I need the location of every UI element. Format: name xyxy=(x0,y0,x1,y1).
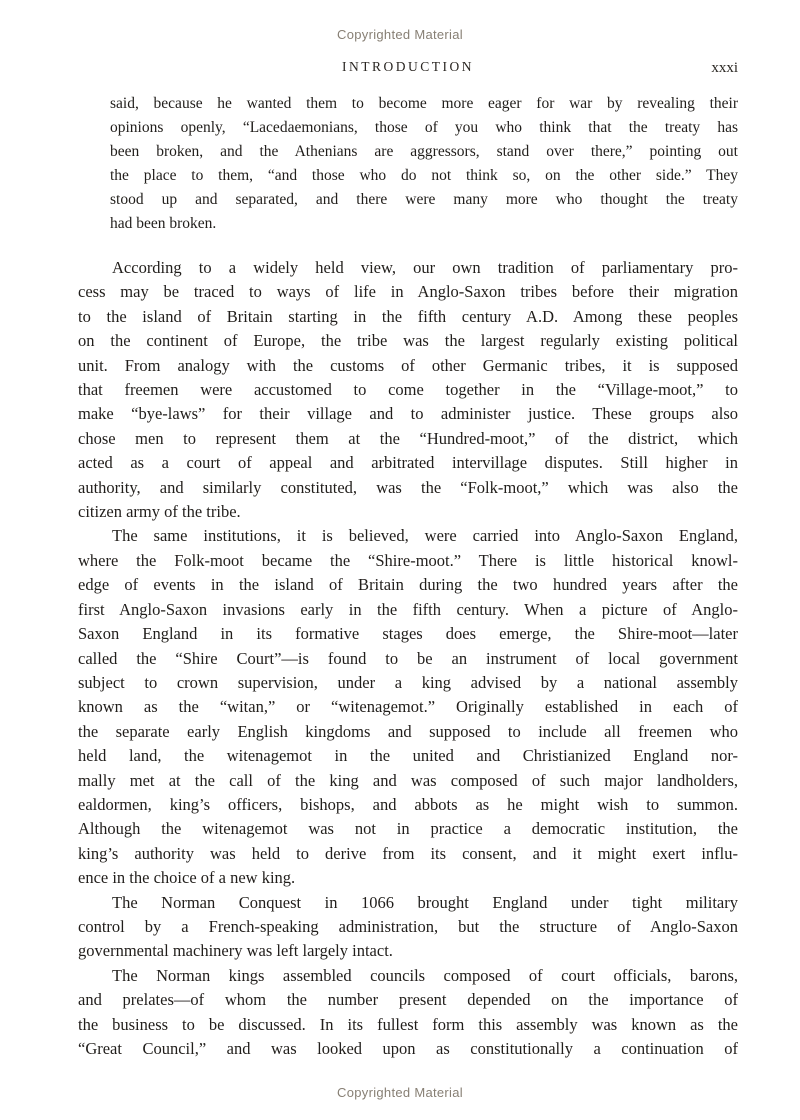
text-line: to the island of Britain starting in the fifth century A.D. Among these peoples xyxy=(78,306,738,326)
paragraph xyxy=(78,256,738,524)
text-line: authority, and similarly constituted, was the “Folk-moot,” which was also the xyxy=(78,477,738,497)
text-line: governmental machinery was left largely intact. xyxy=(78,941,393,961)
text-line: where the Folk-moot became the “Shire-moot.” There is little historical knowl- xyxy=(78,550,738,570)
text-line: king’s authority was held to derive from its consent, and it might exert influ- xyxy=(78,843,738,863)
text-line: and prelates—of whom the number present depended on the importance of xyxy=(78,990,738,1010)
text-line: Although the witenagemot was not in practice a democratic institution, the xyxy=(78,819,738,839)
text-line: opinions openly, “Lacedaemonians, those of you who think that the treaty has xyxy=(110,119,738,136)
copyright-notice-top: Copyrighted Material xyxy=(337,27,463,42)
text-line: held land, the witenagemot in the united and Christianized England nor- xyxy=(78,746,738,766)
text-line: called the “Shire Court”—is found to be an instrument of local government xyxy=(78,648,738,668)
paragraph xyxy=(78,524,738,890)
text-line: cess may be traced to ways of life in Anglo-Saxon tribes before their migration xyxy=(78,282,738,302)
text-line: According to a widely held view, our own tradition of parliamentary pro- xyxy=(112,258,738,277)
text-line: first Anglo-Saxon invasions early in the fifth century. When a picture of Anglo- xyxy=(78,599,738,619)
text-line: The Norman kings assembled councils composed of court officials, barons, xyxy=(112,965,738,985)
text-line: “Great Council,” and was looked upon as constitutionally a continuation of xyxy=(78,1039,738,1058)
text-line: ence in the choice of a new king. xyxy=(78,868,296,888)
text-line: on the continent of Europe, the tribe was the largest regularly existing political xyxy=(78,331,738,351)
text-line: Saxon England in its formative stages does emerge, the Shire-moot—later xyxy=(78,624,738,644)
text-line: acted as a court of appeal and arbitrated intervillage disputes. Still higher in xyxy=(78,453,738,473)
text-line: The Norman Conquest in 1066 brought England under tight military xyxy=(112,892,738,912)
text-line: control by a French-speaking administration, but the structure of Anglo-Saxon xyxy=(78,916,738,936)
text-line: mally met at the call of the king and was composed of such major landholders, xyxy=(78,770,738,790)
text-line: ealdormen, king’s officers, bishops, and abbots as he might wish to summon. xyxy=(78,794,738,814)
running-head-title: INTRODUCTION xyxy=(342,59,474,74)
text-line: The same institutions, it is believed, were carried into Anglo-Saxon England, xyxy=(112,526,738,546)
text-line: the separate early English kingdoms and supposed to include all freemen who xyxy=(78,721,738,741)
running-head xyxy=(78,59,738,77)
text-line: citizen army of the tribe. xyxy=(78,502,241,522)
text-line: been broken, and the Athenians are aggressors, stand over there,” pointing out xyxy=(110,143,738,160)
text-line: had been broken. xyxy=(110,215,217,232)
text-line: that freemen were accustomed to come together in the “Village-moot,” to xyxy=(78,380,738,400)
text-line: make “bye-laws” for their village and to administer justice. These groups also xyxy=(78,404,738,424)
block-quote xyxy=(110,92,738,236)
text-line: known as the “witan,” or “witenagemot.” Originally established in each of xyxy=(78,697,738,717)
page-number: xxxi xyxy=(711,60,738,76)
text-line: chose men to represent them at the “Hundred-moot,” of the district, which xyxy=(78,428,738,448)
paragraph xyxy=(78,964,738,1062)
text-line: unit. From analogy with the customs of other Germanic tribes, it is supposed xyxy=(78,355,738,375)
copyright-notice-bottom: Copyrighted Material xyxy=(337,1085,463,1100)
text-line: subject to crown supervision, under a king advised by a national assembly xyxy=(78,672,738,692)
text-line: the place to them, “and those who do not think so, on the other side.” They xyxy=(110,167,738,184)
text-line: edge of events in the island of Britain during the two hundred years after the xyxy=(78,575,738,595)
text-line: stood up and separated, and there were many more who thought the treaty xyxy=(110,191,738,208)
text-line: the business to be discussed. In its fullest form this assembly was known as the xyxy=(78,1014,738,1034)
page-body xyxy=(78,92,738,1061)
text-line: said, because he wanted them to become more eager for war by revealing their xyxy=(110,95,738,112)
paragraph xyxy=(78,891,738,964)
